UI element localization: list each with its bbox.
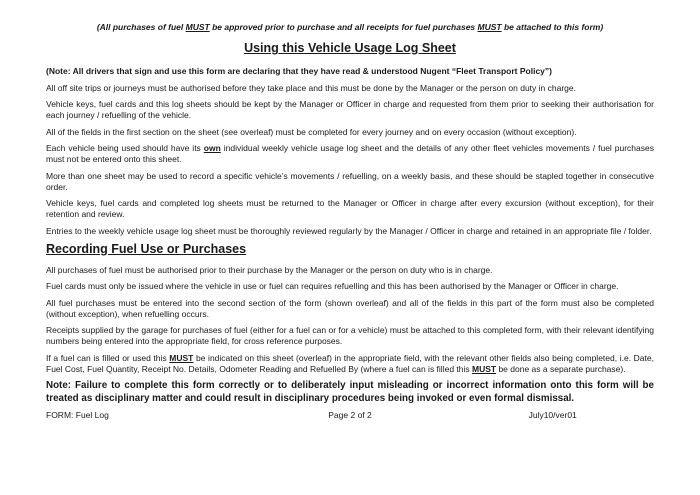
header-note: (All purchases of fuel MUST be approved prior to purchase and all receipts for fuel purchases MUST be attached to this form) (96, 22, 604, 32)
paragraph: More than one sheet may be used to record a specific vehicle’s movements / refuelling, on a weekly basis, and these should be stapled together in consecutive order. (46, 170, 654, 192)
paragraph: Vehicle keys, fuel cards and this log sheets should be kept by the Manager or Officer in charge and requested from them prior to seeking their authorisation for each journey / refuelling of the vehicle. (46, 99, 654, 120)
section-heading-text: Recording Fuel Use or Purchases (46, 242, 247, 256)
page-footer (46, 410, 654, 421)
paragraph: All of the fields in the first section on the sheet (see overleaf) must be completed for every journey and on every occasion (without exception). (46, 126, 577, 137)
footer-version: July10/ver01 (528, 410, 577, 420)
page-title-text: Using this Vehicle Usage Log Sheet (244, 41, 456, 55)
paragraph: All off site trips or journeys must be authorised before they take place and this must be done by the Manager or the person on duty in charge. (46, 82, 576, 93)
paragraph: Entries to the weekly vehicle usage log sheet must be thoroughly reviewed regularly by the Manager / Officer in charge and retained in an appropriate file / folder. (46, 225, 652, 236)
paragraph: Vehicle keys, fuel cards and completed log sheets must be returned to the Manager or Officer in charge after every excursion (without exception), for their retention and review. (46, 198, 654, 219)
paragraph: Each vehicle being used should have its own individual weekly vehicle usage log sheet and the details of any other fleet vehicles movements / fuel purchases must not be entered onto this sheet. (46, 143, 654, 164)
policy-note: (Note: All drivers that sign and use this form are declaring that they have read & understood Nugent “Fleet Transport Policy”) (46, 66, 552, 76)
footer-page-number: Page 2 of 2 (328, 410, 372, 420)
paragraph: Fuel cards must only be issued where the vehicle in use or fuel can requires refuelling and this has been authorised by the Manager or Officer in charge. (46, 281, 619, 291)
paragraph: If a fuel can is filled or used this MUST be indicated on this sheet (overleaf) in the appropriate field, with the relevant other fields also being completed, i.e. Date, Fuel Cost, Fuel Quantity, Receipt No. Details, Odometer Reading and Refuelled By (where a fuel can is filled this MUST be done as a separate purchase). (46, 352, 654, 374)
paragraph: All fuel purchases must be entered into the second section of the form (shown overleaf) and all of the fields in this part of the form must also be completed (without exception), when refuelling occurs. (46, 297, 654, 319)
page-title (46, 41, 654, 56)
warning-note: Note: Failure to complete this form correctly or to deliberately input misleading or incorrect information onto this form will be treated as disciplinary matter and could result in disciplinary procedures being invoked or even formal dismissal. (46, 380, 654, 404)
paragraph: All purchases of fuel must be authorised prior to their purchase by the Manager or the person on duty who is in charge. (46, 264, 493, 275)
footer-form-id: FORM: Fuel Log (46, 410, 109, 420)
section-heading (46, 242, 654, 257)
paragraph: Receipts supplied by the garage for purchases of fuel (either for a fuel can or for a vehicle) must be attached to this completed form, with their relevant identifying numbers being entered into the appropriate field, for cross reference purposes. (46, 325, 654, 346)
